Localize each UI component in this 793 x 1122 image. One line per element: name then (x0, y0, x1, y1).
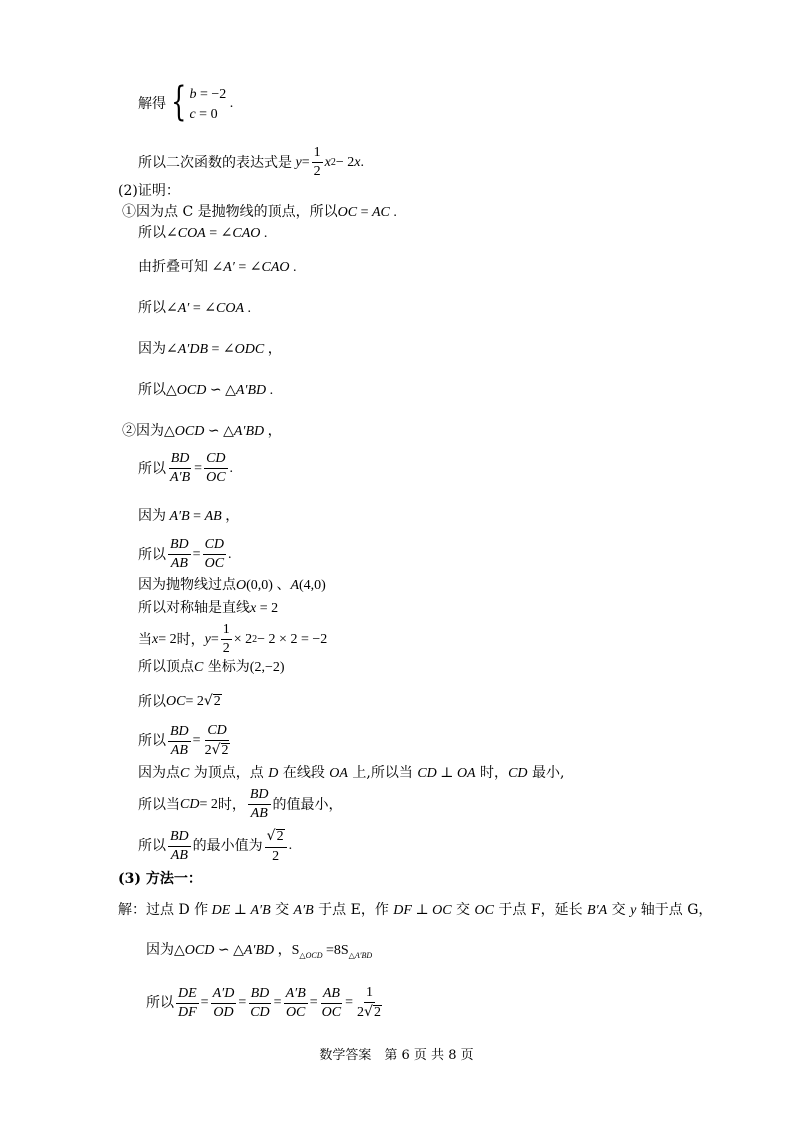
text: 所以顶点 (138, 659, 194, 675)
part3-heading: (3) 方法一： (118, 871, 202, 887)
text: 所以 (146, 995, 174, 1012)
area-line: 因为△OCD ∽ △A′BD ，$S_{\triangle OCD} =8S_{\triangle A'BD}$ (146, 942, 373, 960)
text: 所以 (138, 460, 166, 477)
vertex-line: 所以顶点C 坐标为(2,−2) (138, 659, 285, 675)
page-footer: 数学答案 第 6 页 共 8 页 (319, 1048, 474, 1063)
points-line: 因为抛物线过点O(0,0) 、A(4,0) (138, 577, 326, 593)
text: 当 (138, 631, 152, 648)
text: 所以 (138, 382, 166, 398)
text: 所以 (138, 300, 166, 316)
text: ②因为 (122, 423, 164, 439)
angle-db-line: 因为∠A′DB = ∠ODC ， (138, 341, 282, 357)
ratio-chain-line: 所以 $\frac{DE}{DF}$ = $\frac{A'D}{OD}$ = $\frac{BD}{CD}$ = $\frac{A'B}{OC}$ = $\frac{AB}{OC}$ = 1 2 √ 2 (146, 985, 381, 1020)
expression-line: 所以二次函数的表达式是 y = $\frac{1}{2}$ x 2 − 2 x . (138, 145, 364, 179)
step2-line: ②因为△OCD ∽ △A′BD ， (122, 423, 282, 439)
min-when-line: 所以当 CD = 2 时， $\frac{BD}{AB}$ 的值最小， (138, 787, 343, 821)
part2-heading (118, 184, 180, 198)
similar-line: 所以△OCD ∽ △A′BD . (138, 382, 274, 398)
text: 由折叠可知 (138, 259, 208, 275)
text: 所以 (138, 733, 166, 750)
min-value-line: 所以 $\frac{BD}{AB}$ 的最小值为 √ 2 2 . (138, 828, 293, 864)
oc-line: 所以 OC = 2 √ 2 (138, 693, 221, 710)
text: 因为 (146, 942, 174, 958)
step1-line: ①因为点 C 是抛物线的顶点，所以OC = AC . (122, 204, 397, 220)
text: (2)证明： (118, 183, 180, 199)
text: 所以当 (138, 796, 180, 813)
text: 因为抛物线过点 (138, 577, 236, 593)
text: 所以 (138, 838, 166, 855)
ab-equal-line: 因为 A′B = AB ， (138, 508, 240, 524)
construction-line: 解：过点 D 作 DE ⊥ A′B 交 A′B 于点 E，作 DF ⊥ OC 交 OC 于点 F，延长 B′A 交 y 轴于点 G， (118, 902, 713, 918)
text: (3) (118, 871, 141, 887)
ratio-line-1: 所以 $\frac{BD}{A'B}$ = $\frac{CD}{OC}$ . (138, 451, 234, 485)
text-jiede: 解得 (138, 96, 166, 112)
vertex-point-line: 因为点C 为顶点，点 D 在线段 OA 上,所以当 CD ⊥ OA 时，CD 最小, (138, 765, 565, 781)
solve-line: 解得 { b = −2 c = 0 . (138, 79, 234, 125)
text: 因为 (138, 508, 166, 524)
ratio-line-3: 所以 $\frac{BD}{AB}$ = CD 2 √ 2 (138, 723, 229, 758)
text: 所以二次函数的表达式是 (138, 154, 292, 171)
text: 所以 (138, 225, 166, 241)
equation-system: { b = −2 c = 0 (171, 79, 227, 125)
text: 因为点 (138, 765, 180, 781)
angle-a-line: 所以∠A′ = ∠COA . (138, 300, 251, 316)
when-line: 当 x = 2 时， y = $\frac{1}{2}$ × 2 2 − 2 × 2 = −2 (138, 622, 328, 656)
text: 所以对称轴是直线 (138, 600, 250, 616)
text: 解：过点 D 作 (118, 902, 209, 918)
ratio-line-2: 所以 $\frac{BD}{AB}$ = $\frac{CD}{OC}$ . (138, 537, 232, 571)
text: 所以 (138, 693, 166, 710)
text: 所以 (138, 546, 166, 563)
axis-line: 所以对称轴是直线x = 2 (138, 600, 279, 616)
angle-eq-line: 所以∠COA = ∠CAO . (138, 225, 268, 241)
text: ①因为点 C 是抛物线的顶点，所以 (122, 204, 338, 220)
fold-line: 由折叠可知 ∠A′ = ∠CAO . (138, 259, 297, 275)
text: 因为 (138, 341, 166, 357)
